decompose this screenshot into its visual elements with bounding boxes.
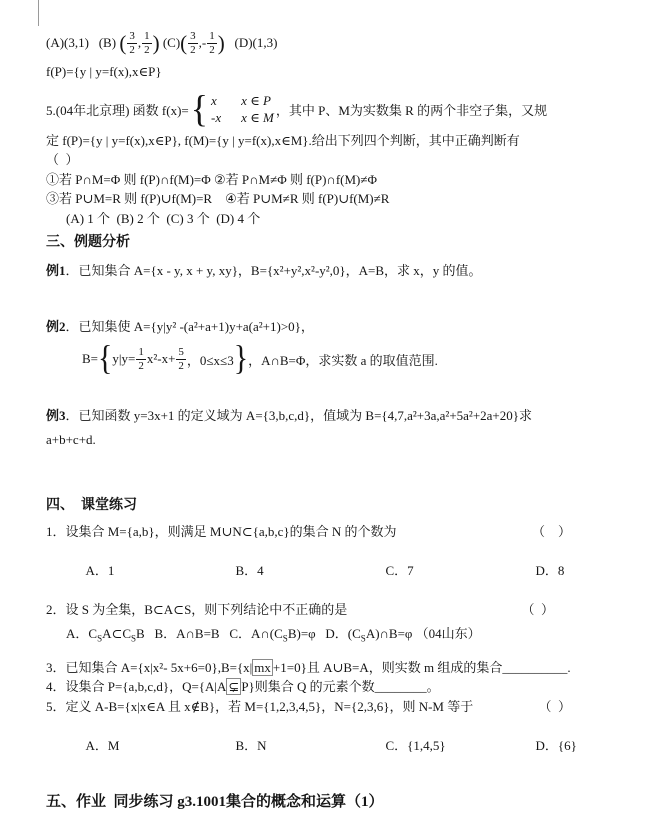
example3-label: 例3	[46, 408, 66, 424]
practice5-answer-paren: （ ）	[538, 698, 571, 714]
practice2-answer-paren: （ ）	[521, 602, 554, 618]
question5-answer-paren: （ ）	[46, 152, 79, 168]
practice4-equation-box: ⊊	[228, 679, 240, 695]
page-content	[46, 26, 626, 813]
practice5-option-c: C．{1,4,5}	[385, 737, 446, 753]
practice3-equation-box: mx	[254, 659, 271, 675]
set-b-inner-a: y|y=	[112, 351, 136, 367]
practice3-pre: 3．已知集合 A={x|x²- 5x+6=0},B={x|	[46, 659, 253, 675]
piecewise-expr-1: x	[211, 92, 217, 108]
fraction-3-2: $\frac{3}{2}$	[190, 30, 196, 56]
example2	[46, 317, 626, 337]
practice1-option-d: D．8	[535, 563, 565, 579]
practice1-options	[46, 542, 626, 601]
paren-close: )	[152, 30, 160, 55]
practice3-post: +1=0}且 A∪B=A，则实数 m 组成的集合__________.	[272, 659, 571, 675]
piecewise-expr-2: -x	[211, 110, 222, 126]
paren-close: )	[217, 30, 225, 55]
practice5-text: 5．定义 A-B={x|x∈A 且 x∉B}，若 M={1,2,3,4,5}，N={2,3,6}，则 N-M 等于	[46, 698, 474, 714]
margin-crop-mark	[38, 0, 39, 26]
comma: ,	[137, 35, 142, 51]
question5-options: (A) 1 个 (B) 2 个 (C) 3 个 (D) 4 个	[66, 210, 261, 226]
question5-suffix: ，其中 P、M为实数集 R 的两个非空子集，又规	[275, 102, 548, 118]
piecewise-cond-1: x ∈ P	[241, 92, 271, 108]
brace-open-icon: {	[190, 88, 209, 131]
example3-text: ．已知函数 y=3x+1 的定义域为 A={3,b,c,d}，值域为 B={4,7,a²+3a,a²+5a²+2a+20}求	[65, 408, 532, 424]
comma-minus: ,-	[198, 35, 207, 51]
piecewise-rows	[211, 92, 274, 127]
practice4-text	[46, 677, 626, 697]
homework-line: 五、作业 同步练习 g3.1001集合的概念和运算（1）	[46, 793, 384, 810]
set-b-tail: ，A∩B=Φ，求实数 a 的取值范围.	[248, 352, 438, 368]
section3-title: 三、例题分析	[46, 235, 130, 251]
question5-prefix: 5.(04年北京理) 函数 f(x)=	[46, 102, 189, 118]
question5-judgement-3-4: ③若 P∪M=R 则 f(P)∪f(M)=R ④若 P∪M≠R 则 f(P)∪f(M)≠R	[46, 191, 390, 207]
practice5-option-d: D．{6}	[535, 737, 577, 753]
paren-open: (	[180, 30, 188, 55]
section4-title: 四、 课堂练习	[46, 498, 137, 514]
piecewise-cond-2: x ∈ M	[241, 110, 274, 126]
fp-definition-line: f(P)={y | y=f(x),x∈P}	[46, 64, 162, 80]
practice5-option-b: B．N	[235, 737, 267, 753]
example1-label: 例1	[46, 263, 66, 279]
question5-judgement-1-2: ①若 P∩M=Φ 则 f(P)∩f(M)=Φ ②若 P∩M≠Φ 则 f(P)∩f(M)≠Φ	[46, 171, 378, 187]
brace-open-icon: {	[98, 339, 113, 378]
piecewise-function	[190, 88, 274, 131]
set-b-inner-b: x²-x+	[146, 351, 176, 367]
set-b-inner-c: ，0≤x≤3	[186, 352, 234, 368]
practice1-answer-paren: （ ）	[531, 524, 571, 540]
set-b-prefix: B=	[82, 351, 99, 367]
practice4-pre: 4．设集合 P={a,b,c,d}，Q={A|A	[46, 679, 227, 695]
question5-stem	[46, 88, 626, 131]
example2-label: 例2	[46, 318, 66, 334]
practice5-options	[46, 716, 626, 775]
practice5-row	[46, 697, 626, 717]
fraction-1-2: $\frac{1}{2}$	[144, 30, 150, 56]
practice1-option-b: B．4	[235, 563, 264, 579]
practice2-options: A．$C_SA\subset C_SB$ B．A∩B=B C．$A\cap(C_SB)=\varphi$ D．$(C_SA)\cap B=\varphi$ （04山东）	[66, 625, 481, 644]
practice5-option-a: A．M	[85, 737, 120, 753]
example2-set-b	[46, 339, 626, 378]
fraction-5-2: $\frac{5}{2}$	[178, 346, 184, 372]
example3	[46, 406, 626, 426]
practice1-row	[46, 522, 626, 542]
option-a-text: (A)(3,1)	[46, 35, 89, 51]
practice4-post: P}则集合 Q 的元素个数________。	[241, 679, 440, 695]
fraction-1-2: $\frac{1}{2}$	[209, 30, 215, 56]
example1	[46, 261, 626, 281]
question5-line2: 定 f(P)={y | y=f(x),x∈P}, f(M)={y | y=f(x),x∈M}.给出下列四个判断，其中正确判断有	[46, 132, 520, 148]
option-b-label: (B)	[88, 35, 120, 51]
example1-text: ．已知集合 A={x - y, x + y, xy}，B={x²+y²,x²-y²,0}，A=B，求 x，y 的值。	[65, 263, 482, 279]
brace-close-icon: }	[233, 339, 249, 378]
prev-answer-options	[46, 30, 626, 56]
practice3-text	[46, 658, 626, 678]
practice1-text: 1．设集合 M={a,b}，则满足 M∪N⊂{a,b,c}的集合 N 的个数为	[46, 524, 397, 540]
fraction-3-2: $\frac{3}{2}$	[129, 30, 135, 56]
option-c-label: (C)	[159, 35, 181, 51]
practice2-row	[46, 600, 626, 620]
option-d-text: (D)(1,3)	[224, 35, 278, 51]
practice1-option-a: A．1	[85, 563, 115, 579]
fraction-1-2: $\frac{1}{2}$	[138, 346, 144, 372]
practice2-text: 2．设 S 为全集，B⊂A⊂S，则下列结论中不正确的是	[46, 602, 348, 618]
paren-open: (	[119, 30, 127, 55]
example3-line2: a+b+c+d.	[46, 431, 96, 447]
example2-text: ．已知集使 A={y|y² -(a²+a+1)y+a(a²+1)>0}，	[65, 318, 314, 334]
practice1-option-c: C．7	[385, 563, 414, 579]
